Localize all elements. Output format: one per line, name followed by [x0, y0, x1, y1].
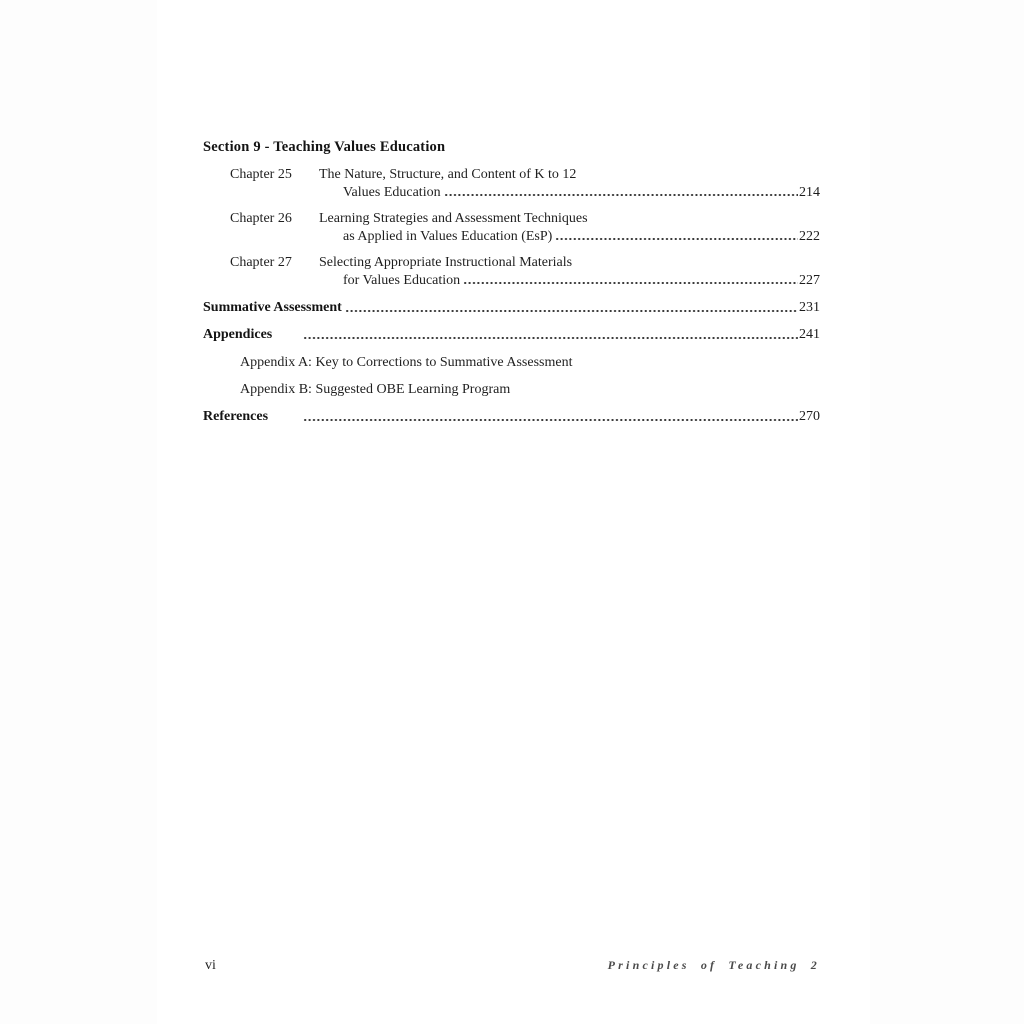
- chapter-title: The Nature, Structure, and Content of K to 12: [319, 167, 577, 182]
- entry-label: Appendices: [203, 327, 273, 342]
- page-footer: [205, 958, 820, 974]
- chapter-title-line: [230, 166, 820, 184]
- folio-page-number: vi: [205, 958, 216, 973]
- chapter-title-continued: Values Education: [343, 184, 441, 200]
- chapter-title-wrap-line: [230, 272, 820, 290]
- chapter-title-continued: as Applied in Values Education (EsP): [343, 228, 553, 244]
- page-surface: [157, 0, 870, 1024]
- chapter-title-wrap-line: [230, 228, 820, 246]
- entry-label: References: [203, 409, 269, 424]
- entry-label: Summative Assessment: [203, 300, 342, 315]
- page-number: 214: [799, 184, 820, 200]
- toc-entry-summative-assessment: [203, 299, 820, 317]
- chapter-title: Learning Strategies and Assessment Techniques: [319, 211, 588, 226]
- chapter-title: Selecting Appropriate Instructional Materials: [319, 255, 573, 270]
- table-of-contents: [203, 0, 820, 1024]
- chapter-title-continued: for Values Education: [343, 272, 461, 288]
- page-number: 241: [799, 327, 820, 342]
- dot-leader: [463, 272, 798, 290]
- dot-leader: [345, 299, 798, 317]
- page-number: 270: [799, 409, 820, 424]
- dot-leader: [444, 184, 798, 202]
- toc-entry-appendices: [203, 326, 820, 344]
- running-title: Principles of Teaching 2: [607, 958, 820, 972]
- chapter-label: Chapter 25: [230, 167, 292, 182]
- page-number: 222: [799, 228, 820, 244]
- dot-leader: [303, 408, 798, 426]
- chapter-title-wrap-line: [230, 184, 820, 202]
- page-number: 231: [799, 300, 820, 315]
- chapter-title-line: [230, 210, 820, 228]
- toc-chapter-entry: [230, 210, 820, 245]
- dot-leader: [555, 228, 798, 246]
- chapter-title-line: [230, 254, 820, 272]
- chapter-label: Chapter 26: [230, 211, 292, 226]
- chapter-label: Chapter 27: [230, 255, 292, 270]
- toc-entry-references: [203, 408, 820, 426]
- appendix-b-item: Appendix B: Suggested OBE Learning Program: [240, 382, 511, 397]
- section-heading: Section 9 - Teaching Values Education: [203, 139, 446, 155]
- toc-chapter-entry: [230, 254, 820, 289]
- toc-chapter-entry: [230, 166, 820, 201]
- page-number: 227: [799, 272, 820, 288]
- appendix-a-item: Appendix A: Key to Corrections to Summative Assessment: [240, 355, 573, 370]
- dot-leader: [303, 326, 798, 344]
